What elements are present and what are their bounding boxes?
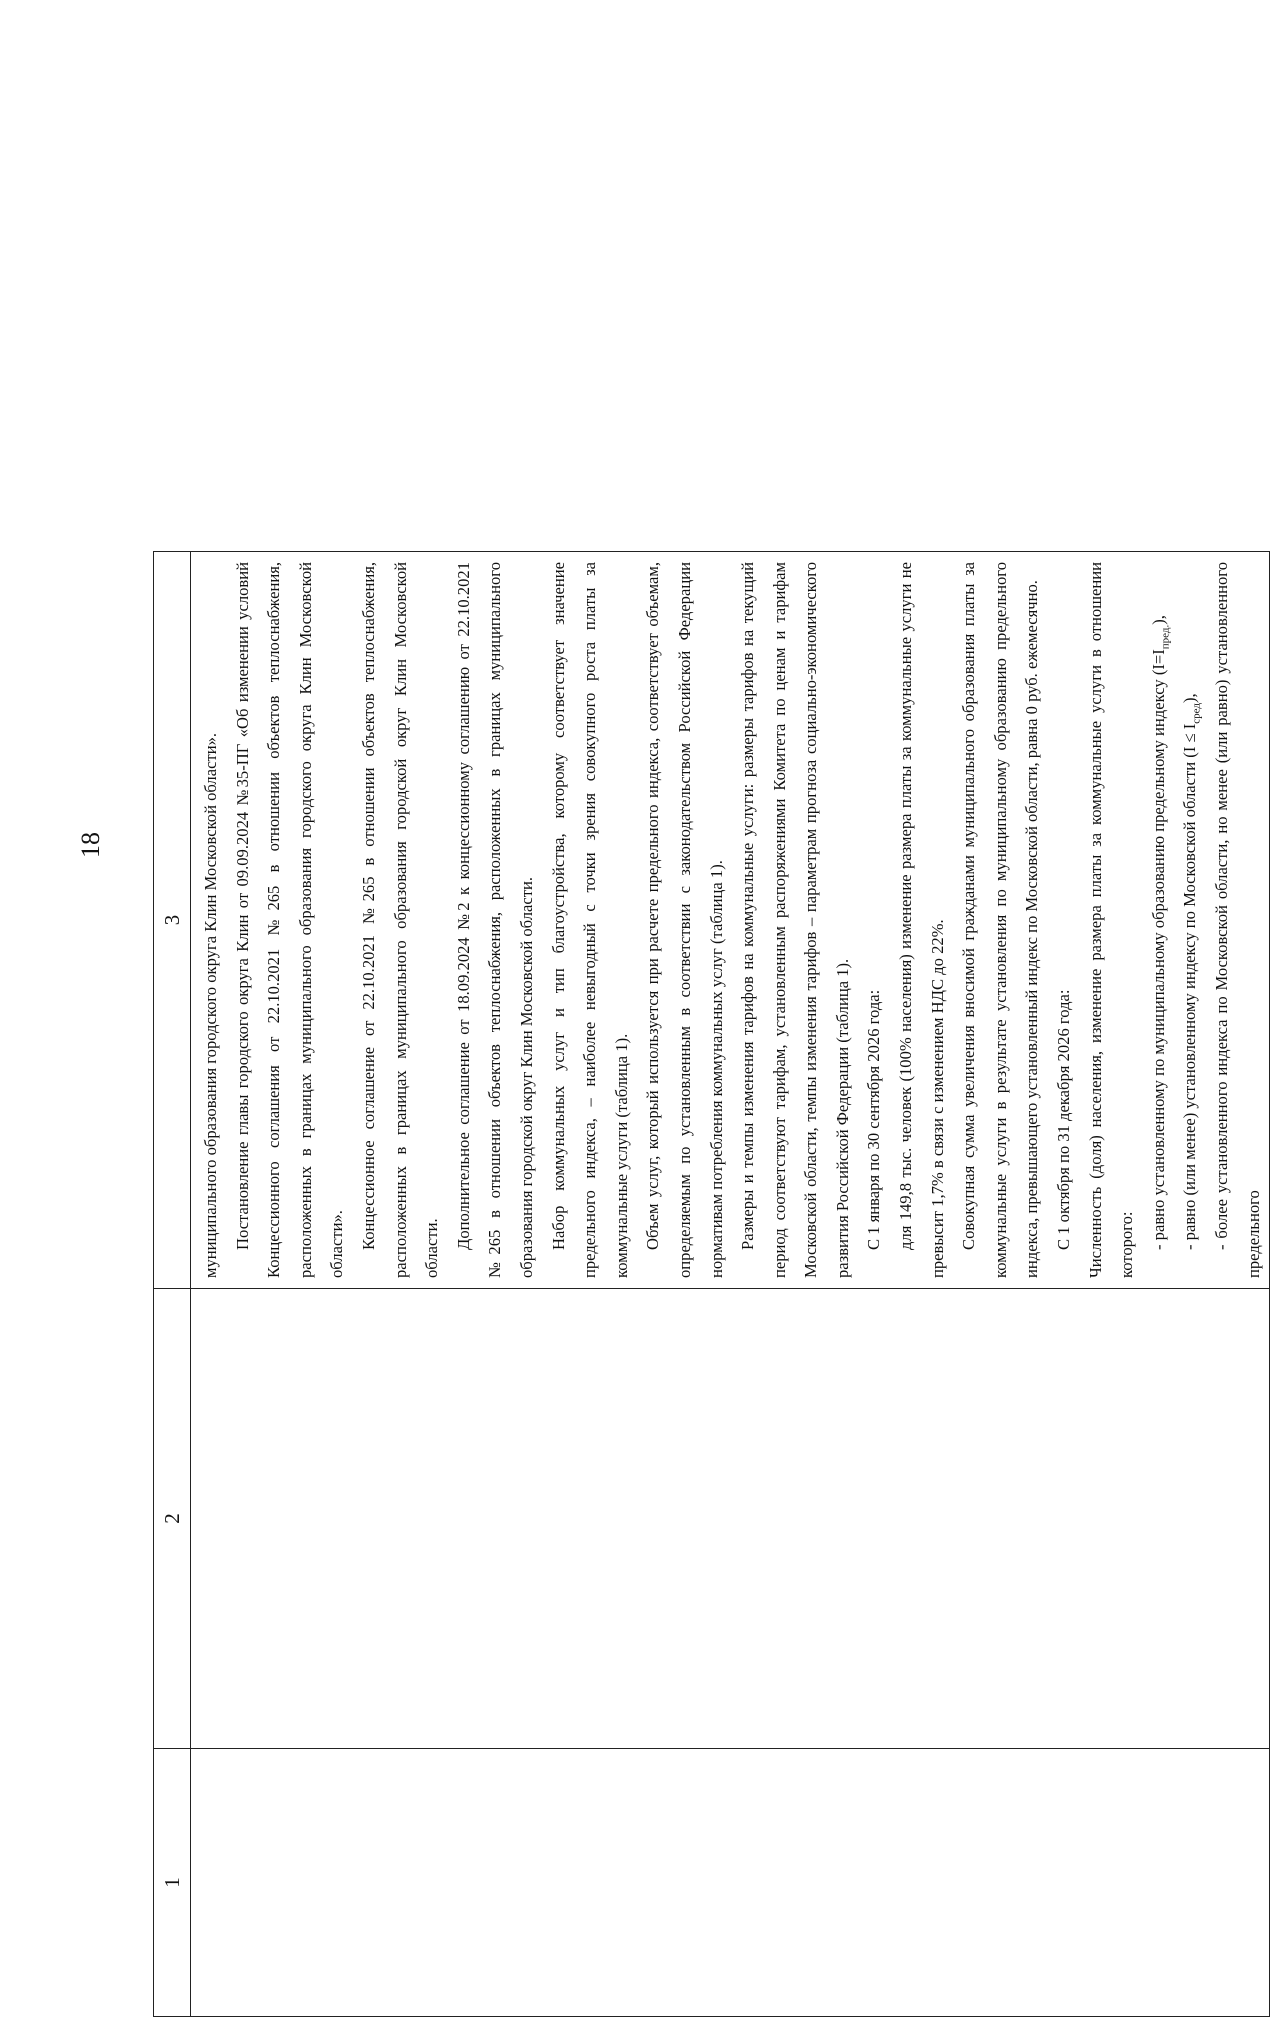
paragraph: С 1 января по 30 сентября 2026 года: bbox=[864, 989, 884, 1250]
paragraph: муниципального образования городского округа Клин Московской области». bbox=[201, 732, 220, 1278]
paragraph-list bbox=[195, 562, 1143, 1278]
bullet-item bbox=[1143, 562, 1175, 1278]
bullet-text-end: ), bbox=[1148, 615, 1168, 625]
body-col-3 bbox=[191, 552, 1270, 1289]
paragraph: Численность (доля) населения, изменение размера платы за коммунальные услуги в отношении которого: bbox=[1085, 562, 1137, 1278]
paragraph: С 1 октября по 31 декабря 2026 года: bbox=[1054, 989, 1074, 1250]
bullet-item bbox=[1174, 562, 1206, 1278]
bullet-item bbox=[1206, 562, 1269, 1278]
header-col-2: 2 bbox=[154, 1289, 191, 1749]
content-table bbox=[153, 551, 1270, 2017]
paragraph: для 149,8 тыс. человек (100% населения) изменение размера платы за коммунальные услуги не превысит 1,7% в связи с изменением НДС до 22%. bbox=[896, 562, 947, 1278]
paragraph: Дополнительное соглашение от 18.09.2024 №2 к концессионному соглашению от 22.10.2021 №265 в отношении объектов теплоснабжения, расположенных в границах муниципального образования городской округ Клин Московской области. bbox=[453, 562, 536, 1278]
paragraph: Совокупная сумма увеличения вносимой гражданами муниципального образования платы за коммунальные услуги в результате установления по муниципальному образованию предельного индекса, превышающего установленный индекс по Московской области, равна 0 руб. ежемесячно. bbox=[959, 562, 1042, 1278]
header-col-1: 1 bbox=[154, 1749, 191, 2017]
bullet-text: - равно (или менее) установленному индексу по Московской области (I ≤ I bbox=[1180, 723, 1200, 1250]
paragraph: Размеры и темпы изменения тарифов на коммунальные услуги: размеры тарифов на текущий период соответствуют тарифам, установленным распоряжениями Комитета по ценам и тарифам Московской области, темпы изменения тарифов – параметрам прогноза социально-экономического развития Российской Федерации (таблица 1). bbox=[738, 562, 852, 1278]
bullet-subscript: сред bbox=[1190, 702, 1203, 724]
bullet-list bbox=[1143, 562, 1269, 1278]
body-col-1 bbox=[191, 1749, 1270, 2017]
table-body-row bbox=[191, 552, 1270, 2017]
page-number: 18 bbox=[76, 832, 105, 858]
paragraph: Объем услуг, который используется при расчете предельного индекса, соответствует объемам, определяемым по установленным в соответствии с законодательством Российской Федерации нормативам потребления коммунальных услуг (таблица 1). bbox=[643, 562, 726, 1278]
bullet-text: - равно установленному по муниципальному образованию предельному индексу (I=I bbox=[1148, 649, 1168, 1250]
table-header-row bbox=[154, 552, 191, 2017]
header-col-3: 3 bbox=[154, 552, 191, 1289]
paragraph: Набор коммунальных услуг и тип благоустройства, которому соответствует значение предельного индекса, – наиболее невыгодный с точки зрения совокупного роста платы за коммунальные услуги (таблица 1). bbox=[548, 562, 631, 1278]
paragraph: Концессионное соглашение от 22.10.2021 №265 в отношении объектов теплоснабжения, расположенных в границах муниципального образования городской округ Клин Московской области. bbox=[358, 562, 442, 1278]
body-col-2 bbox=[191, 1289, 1270, 1749]
bullet-subscript: пред. bbox=[1159, 624, 1172, 650]
bullet-text: - более установленного индекса по Московской области, но менее (или равно) установленного предельного bbox=[1212, 562, 1263, 1278]
paragraph: Постановление главы городского округа Клин от 09.09.2024 №35-ПГ «Об изменении условий Концессионного соглашения от 22.10.2021 №265 в отношении объектов теплоснабжения, расположенных в границах муниципального образования городского округа Клин Московской области». bbox=[232, 562, 347, 1278]
bullet-text-end: ), bbox=[1180, 693, 1200, 703]
